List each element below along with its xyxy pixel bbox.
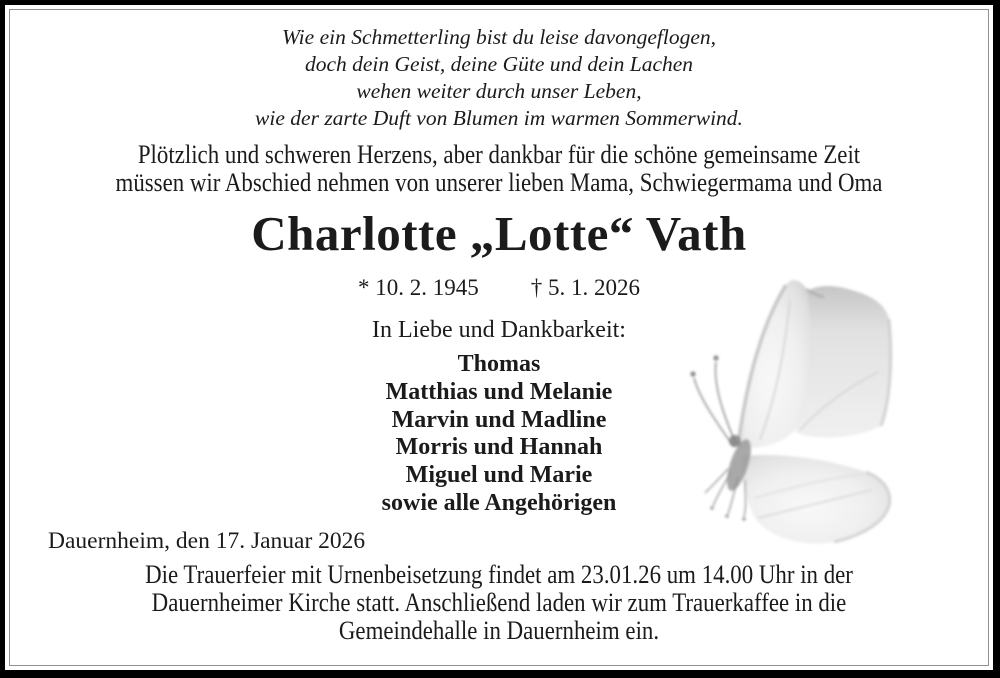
paper: [5, 5, 993, 670]
intro-line: müssen wir Abschied nehmen von unserer lieben Mama, Schwiegermama und Oma: [115, 168, 883, 197]
poem-line: wehen weiter durch unser Leben,: [356, 79, 642, 103]
mourner-line: Morris und Hannah: [395, 434, 603, 461]
dedication-text: In Liebe und Dankbarkeit:: [372, 317, 626, 343]
funeral-line: Die Trauerfeier mit Urnenbeisetzung findet am 23.01.26 um 14.00 Uhr in der: [145, 560, 853, 589]
poem-line: Wie ein Schmetterling bist du leise davongeflogen,: [281, 25, 717, 49]
mourner-line: Marvin und Madline: [391, 406, 607, 433]
poem-line: wie der zarte Duft von Blumen im warmen Sommerwind.: [255, 106, 743, 130]
death-date: † 5. 1. 2026: [530, 275, 640, 300]
dateline: Dauernheim, den 17. Januar 2026: [48, 528, 366, 554]
poem-line: doch dein Geist, deine Güte und dein Lachen: [304, 52, 694, 76]
poem: [5, 24, 993, 132]
intro-line: Plötzlich und schweren Herzens, aber dankbar für die schöne gemeinsame Zeit: [137, 140, 861, 169]
mourner-line: Matthias und Melanie: [385, 378, 613, 405]
butterfly-image: [685, 275, 913, 557]
mourner-line: sowie alle Angehörigen: [381, 489, 617, 516]
mourner-line: Miguel und Marie: [405, 462, 593, 489]
deceased-name: Charlotte „Lotte“ Vath: [251, 206, 747, 261]
intro-text: [64, 141, 933, 197]
birth-date: * 10. 2. 1945: [358, 275, 479, 300]
mourner-line: Thomas: [457, 351, 541, 377]
funeral-info: [64, 561, 933, 645]
funeral-line: Gemeindehalle in Dauernheim ein.: [338, 616, 660, 645]
funeral-line: Dauernheimer Kirche statt. Anschließend laden wir zum Trauerkaffee in die: [151, 588, 847, 617]
